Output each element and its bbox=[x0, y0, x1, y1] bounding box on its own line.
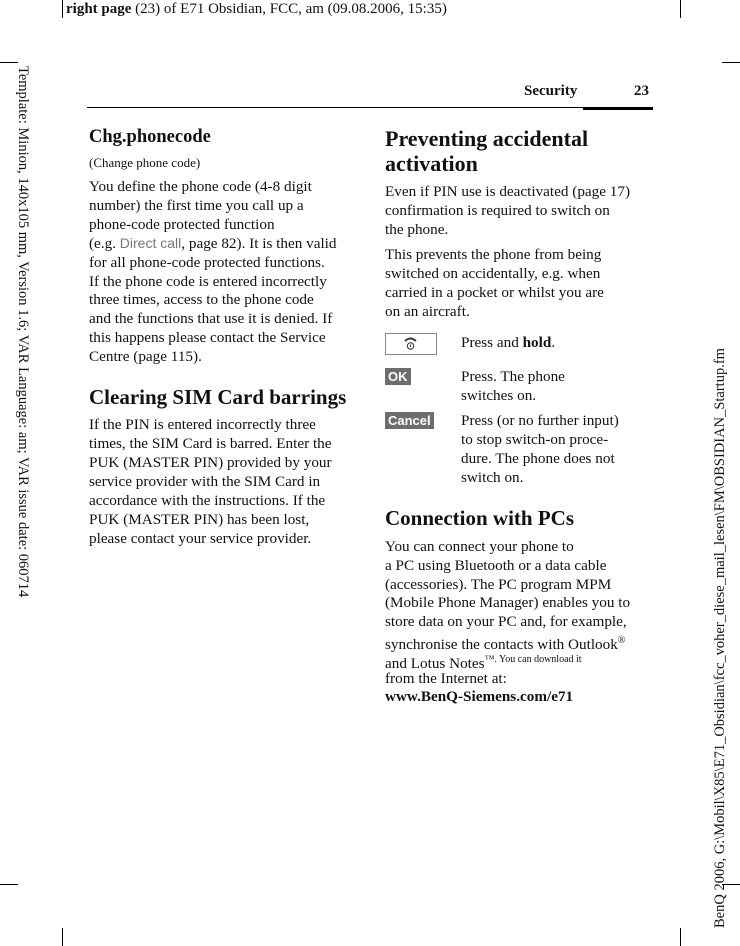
crop-mark bbox=[680, 0, 681, 18]
text-line bbox=[385, 283, 604, 302]
crop-mark bbox=[0, 884, 18, 885]
text-run: (e.g. bbox=[89, 234, 120, 252]
text-run: number) the first time you call up a bbox=[89, 196, 304, 214]
print-header-bold: right page bbox=[66, 1, 132, 17]
text-run: Direct call bbox=[119, 234, 182, 251]
header-rule bbox=[87, 107, 653, 108]
text-run: Centre (page 115). bbox=[89, 348, 202, 366]
crop-mark bbox=[62, 0, 63, 18]
text-run: for all phone-code protected functions. bbox=[89, 253, 325, 271]
text-run: Press and bbox=[461, 334, 523, 351]
text-run: confirmation is required to switch on bbox=[385, 202, 610, 219]
print-header bbox=[66, 0, 447, 19]
text-run: this happens please contact the Service bbox=[89, 329, 326, 347]
text-run: please contact your service provider. bbox=[89, 530, 312, 547]
text-line bbox=[89, 347, 202, 366]
crop-mark bbox=[0, 62, 18, 63]
text-run: You can connect your phone to bbox=[385, 538, 574, 555]
superscript: ™. You can download it bbox=[484, 653, 582, 665]
text-run: carried in a pocket or whilst you are bbox=[385, 284, 604, 301]
text-line bbox=[89, 510, 309, 529]
crop-mark bbox=[722, 62, 740, 63]
text-run: If the phone code is entered incorrectly bbox=[89, 272, 327, 290]
step-text-line bbox=[461, 386, 536, 405]
text-run: service provider with the SIM Card in bbox=[89, 473, 321, 490]
text-line bbox=[89, 309, 332, 328]
text-run: accordance with the instructions. If the bbox=[89, 492, 326, 509]
text-run: the phone. bbox=[385, 221, 449, 238]
text-line bbox=[89, 415, 316, 434]
end-key-icon bbox=[385, 333, 437, 355]
page-number: 23 bbox=[634, 83, 649, 99]
text-line bbox=[385, 264, 600, 283]
text-run: synchronise the contacts with Outlook bbox=[385, 636, 618, 654]
print-header-text: (23) of E71 Obsidian, FCC, am (09.08.2006, 15:35) bbox=[131, 1, 447, 17]
cancel-softkey-icon: Cancel bbox=[385, 412, 434, 429]
text-run: (accessories). The PC program MPM bbox=[385, 575, 612, 593]
text-line bbox=[89, 253, 325, 272]
ok-softkey-icon: OK bbox=[385, 368, 411, 385]
step-text-line bbox=[461, 468, 523, 487]
text-line bbox=[385, 302, 470, 321]
heading-connection-pcs: Connection with PCs bbox=[385, 506, 575, 530]
subheading-change-phone-code: (Change phone code) bbox=[89, 155, 201, 170]
heading-clearing-sim: Clearing SIM Card barrings bbox=[89, 385, 347, 409]
text-run: . bbox=[551, 334, 556, 351]
heading-chg-phonecode: Chg.phonecode bbox=[89, 127, 211, 147]
text-line bbox=[385, 537, 574, 556]
text-line bbox=[385, 201, 610, 220]
text-run: Even if PIN use is deactivated (page 17) bbox=[385, 183, 631, 200]
text-run: hold bbox=[522, 334, 552, 351]
text-line bbox=[385, 593, 630, 612]
header-rule-accent bbox=[583, 107, 653, 110]
text-line bbox=[89, 215, 275, 234]
heading-preventing-line1: Preventing accidental bbox=[385, 126, 589, 151]
text-line bbox=[89, 177, 312, 196]
text-line bbox=[89, 328, 326, 347]
step-text-line bbox=[461, 430, 608, 449]
text-line bbox=[89, 491, 325, 510]
text-line bbox=[385, 575, 611, 594]
text-run: to stop switch-on proce- bbox=[461, 431, 609, 448]
text-line bbox=[89, 234, 336, 253]
text-run: (Mobile Phone Manager) enables you to bbox=[385, 594, 631, 612]
text-run: from the Internet at: bbox=[385, 669, 507, 687]
running-head-section: Security bbox=[524, 83, 578, 99]
text-line bbox=[385, 556, 606, 575]
text-run: If the PIN is entered incorrectly three bbox=[89, 416, 316, 433]
text-line bbox=[385, 669, 507, 688]
text-run: This prevents the phone from being bbox=[385, 246, 602, 263]
text-line bbox=[89, 453, 332, 472]
text-run: phone-code protected function bbox=[89, 215, 275, 233]
text-line bbox=[385, 182, 630, 201]
text-run: Press. The phone bbox=[461, 368, 565, 385]
step-text-line bbox=[461, 333, 555, 352]
side-file-path: BenQ 2006, G:\Mobil\X85\E71_Obsidian\fcc_voher_diese_mail_lesen\FM\OBSIDIAN_Startup.fm bbox=[712, 348, 728, 928]
text-run: and Lotus Notes bbox=[385, 654, 485, 672]
text-line bbox=[385, 687, 573, 706]
text-run: PUK (MASTER PIN) has been lost, bbox=[89, 511, 310, 528]
text-line bbox=[89, 196, 304, 215]
text-line bbox=[385, 612, 627, 631]
step-text-line bbox=[461, 411, 619, 430]
side-template-info: Template: Minion, 140x105 mm, Version 1.6; VAR Language: am; VAR issue date: 060714 bbox=[15, 66, 31, 598]
text-run: You define the phone code (4-8 digit bbox=[89, 178, 312, 195]
text-run: PUK (MASTER PIN) provided by your bbox=[89, 454, 332, 471]
text-run: switch on. bbox=[461, 469, 524, 486]
text-line bbox=[385, 245, 601, 264]
text-run: a PC using Bluetooth or a data cable bbox=[385, 556, 607, 574]
text-run: three times, access to the phone code bbox=[89, 291, 314, 309]
text-line bbox=[89, 272, 327, 291]
text-run: on an aircraft. bbox=[385, 303, 470, 320]
text-line bbox=[89, 290, 314, 309]
heading-preventing-line2: activation bbox=[385, 151, 478, 176]
text-run: Press (or no further input) bbox=[461, 412, 619, 429]
text-line bbox=[385, 220, 448, 239]
text-run: , page 82). It is then valid bbox=[181, 234, 337, 252]
text-run: and the functions that use it is denied. If bbox=[89, 310, 333, 328]
crop-mark bbox=[680, 928, 681, 946]
text-run: times, the SIM Card is barred. Enter the bbox=[89, 435, 332, 452]
text-line bbox=[89, 434, 332, 453]
text-line bbox=[89, 529, 311, 548]
step-text-line bbox=[461, 367, 565, 386]
text-run: switched on accidentally, e.g. when bbox=[385, 265, 601, 282]
superscript: ® bbox=[617, 635, 626, 646]
text-line bbox=[89, 472, 320, 491]
text-run: switches on. bbox=[461, 387, 537, 404]
text-run: dure. The phone does not bbox=[461, 450, 615, 467]
text-run: www.BenQ-Siemens.com/e71 bbox=[385, 688, 574, 706]
step-text-line bbox=[461, 449, 615, 468]
text-run: store data on your PC and, for example, bbox=[385, 613, 627, 631]
crop-mark bbox=[62, 928, 63, 946]
